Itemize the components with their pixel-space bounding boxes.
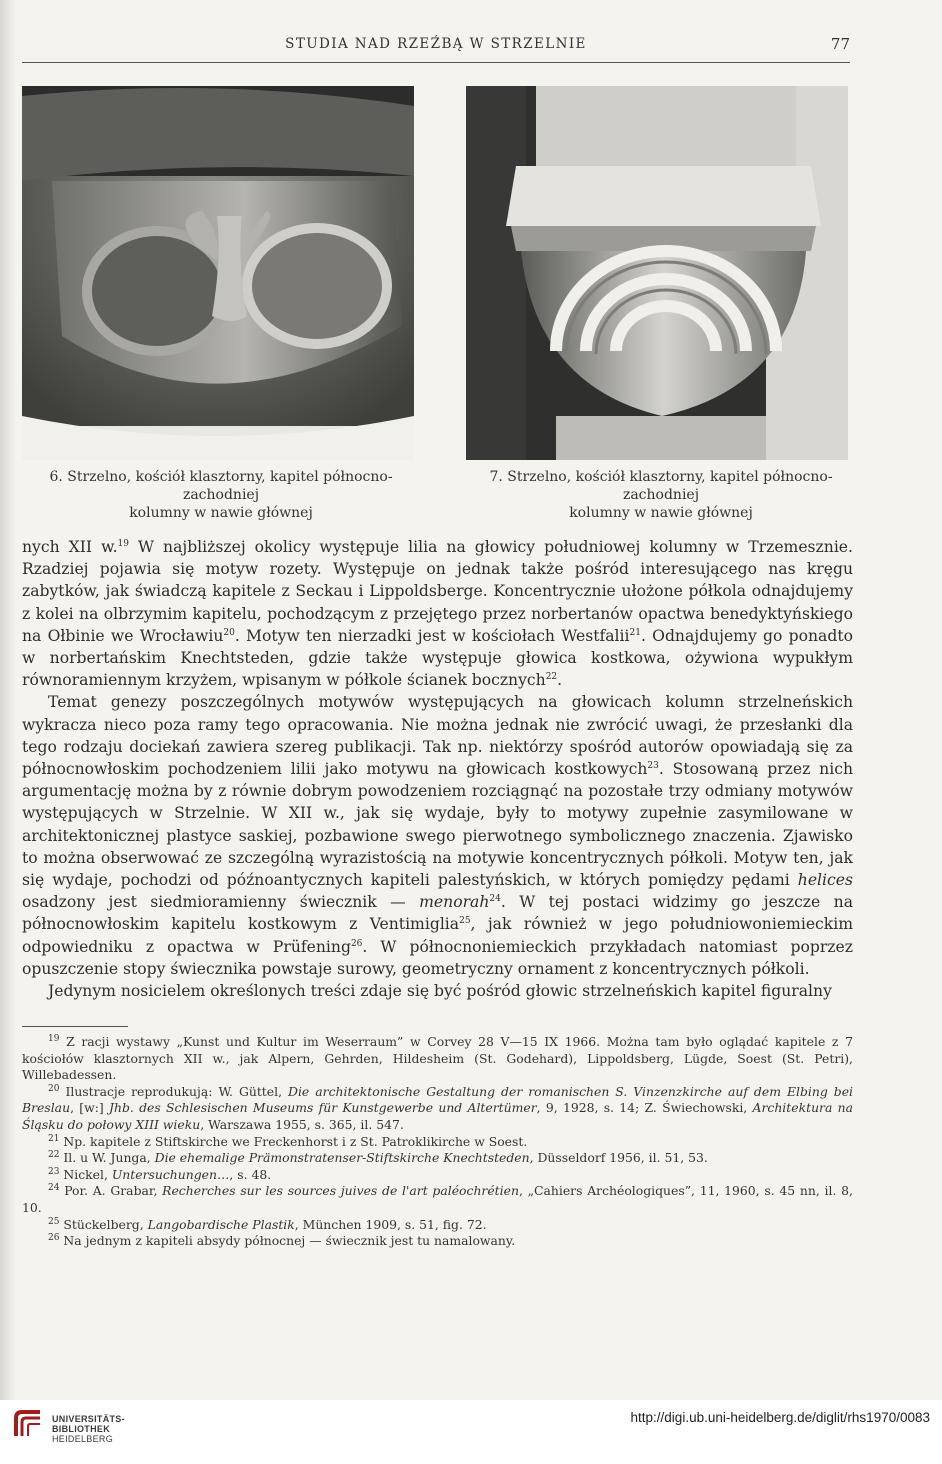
footnote-title: Jhb. des Schlesischen Museums für Kunstgewerbe und Altertümer bbox=[109, 1100, 537, 1116]
page-number: 77 bbox=[830, 35, 850, 53]
footnote-text: Stückelberg, bbox=[63, 1216, 148, 1232]
capital-semicircles-photo bbox=[466, 86, 848, 460]
footnote-text: , „Cahiers Archéologiques”, 11, 1960, s. 45 nn, il. 8, 10. bbox=[22, 1183, 853, 1215]
running-header bbox=[22, 36, 850, 66]
figure-7-caption bbox=[452, 468, 870, 522]
footnote-21 bbox=[22, 1134, 853, 1151]
page-gutter-shadow bbox=[0, 0, 16, 1400]
footnote-title: Recherches sur les sources juives de l'art paléochrétien bbox=[162, 1183, 519, 1199]
source-url-link[interactable]: http://digi.ub.uni-heidelberg.de/diglit/rhs1970/0083 bbox=[630, 1410, 930, 1425]
footnote-text: Na jednym z kapiteli absydy północnej — świecznik jest tu namalowany. bbox=[63, 1233, 516, 1249]
figure-7-photo bbox=[466, 86, 848, 460]
footnote-ref: 22 bbox=[545, 672, 558, 683]
footnote-ref: 23 bbox=[647, 760, 659, 771]
text-run: . bbox=[557, 671, 563, 690]
library-name-line: UNIVERSITÄTS- bbox=[52, 1414, 125, 1424]
text-run: . W tej postaci widzimy go jeszcze na północnowłoskim kapitelu kostkowym z Ventimiglia bbox=[22, 893, 853, 934]
footnote-separator bbox=[22, 1026, 128, 1027]
footnote-24 bbox=[22, 1183, 853, 1216]
caption-line: kolumny w nawie głównej bbox=[129, 505, 313, 521]
footnote-ref: 21 bbox=[629, 627, 641, 638]
footnote-text: Por. A. Grabar, bbox=[64, 1183, 163, 1199]
text-run: . W północnoniemieckich przykładach natomiast poprzez opuszczenie stopy świecznika powstaje surowy, geometryczny ornament z koncentrycznych półkoli. bbox=[22, 937, 853, 978]
italic-term: helices bbox=[797, 871, 853, 890]
capital-lily-photo bbox=[22, 86, 414, 460]
figure-6-caption bbox=[15, 468, 427, 522]
footnote-25 bbox=[22, 1217, 853, 1234]
text-run: , jak również w jego południowoniemieckim odpowiedniku z opactwa w Prüfening bbox=[22, 915, 854, 956]
footnote-title: Langobardische Plastik bbox=[147, 1216, 295, 1232]
footnotes bbox=[22, 1034, 853, 1250]
footnote-ref: 20 bbox=[223, 627, 235, 638]
library-name-line: BIBLIOTHEK bbox=[52, 1424, 110, 1434]
library-name bbox=[52, 1414, 125, 1444]
footnote-text: , München 1909, s. 51, fig. 72. bbox=[294, 1216, 487, 1232]
text-run: W najbliższej okolicy występuje lilia na głowicy południowej kolumny w Trzemesznie. Rzadziej pojawia się motyw rozety. Występuje on jednak także pośród interesującego nas kręgu zabytków, jak świadczą kapitele z Seckau i Lippoldsberge. Koncentrycznie ułożone półkola odnajdujemy z kolei na olbrzymim kapitelu, pochodzącym z przejętego przez norbertanów opactwa benedyktyńskiego na Ołbinie we Wrocławiu bbox=[22, 538, 853, 645]
footnote-26 bbox=[22, 1233, 853, 1250]
footnote-ref: 26 bbox=[350, 938, 363, 949]
footnote-text: Nickel, bbox=[63, 1166, 112, 1182]
footnote-number: 19 bbox=[48, 1033, 60, 1044]
text-run: . Stosowaną przez nich argumentację można by z równie dobrym powodzeniem rozciągnąć na pozostałe trzy odmiany motywów występujących w Strzelnie. W XII w., jak się wydaje, były to motywy zupełnie zasymilowane w architektonicznej plastyce saskiej, pozbawione swego pierwotnego symbolicznego znaczenia. Zjawisko to można obserwować ze szczególną wyrazistością na motywie koncentrycznych półkoli. Motyw ten, jak się wydaje, pochodzi od późnoantycznych kapiteli palestyńskich, w których pomiędzy pędami bbox=[22, 760, 853, 890]
footnote-text: , [w:] bbox=[70, 1100, 110, 1116]
footnote-number: 21 bbox=[48, 1133, 60, 1144]
footnote-number: 24 bbox=[48, 1183, 60, 1194]
library-name-line: HEIDELBERG bbox=[52, 1434, 114, 1444]
footnote-number: 26 bbox=[48, 1233, 60, 1243]
footnote-text: , Warszawa 1955, s. 365, il. 547. bbox=[200, 1116, 404, 1132]
footnote-ref: 19 bbox=[117, 538, 129, 549]
body-text bbox=[22, 536, 853, 1002]
footnote-number: 20 bbox=[48, 1083, 60, 1094]
footnote-title: Untersuchungen… bbox=[111, 1166, 230, 1182]
footnote-number: 22 bbox=[48, 1150, 60, 1161]
text-run: . Odnajdujemy go ponadto w norbertańskim Knechtsteden, gdzie także występuje głowica kostkowa, ożywiona wypukłym równoramiennym krzyżem, wpisanym w półkole ścianek bocznych bbox=[22, 626, 853, 690]
footnote-text: , s. 48. bbox=[229, 1166, 272, 1182]
running-title: STUDIA NAD RZEŹBĄ W STRZELNIE bbox=[285, 36, 587, 52]
footnote-20 bbox=[22, 1084, 853, 1134]
footnote-title: Die architektonische Gestaltung der romanischen S. Vinzenzkirche auf dem Elbing bei Breslau bbox=[22, 1083, 853, 1116]
text-run: . Motyw ten nierzadki jest w kościołach Westfalii bbox=[234, 626, 630, 645]
footnote-title: Architektura na Śląsku do połowy XIII wieku bbox=[22, 1100, 854, 1132]
library-logo-icon bbox=[10, 1406, 46, 1442]
footnote-text: Z racji wystawy „Kunst und Kultur im Weserraum” w Corvey 28 V—15 IX 1966. Można tam było oglądać kapitele z 7 kościołów klasztornych XII w., jak Alpern, Gehrden, Hildesheim (St. Godehard), Lippoldsberg, Lügde, Soest (St. Petri), Willebadessen. bbox=[22, 1034, 853, 1083]
caption-line: kolumny w nawie głównej bbox=[569, 505, 753, 521]
paragraph-2 bbox=[22, 691, 853, 980]
footnote-text: , Düsseldorf 1956, il. 51, 53. bbox=[529, 1150, 708, 1166]
footnote-text: Np. kapitele z Stiftskirche we Freckenhorst i z St. Patroklikirche w Soest. bbox=[63, 1133, 528, 1149]
text-run: Temat genezy poszczególnych motywów występujących na głowicach kolumn strzelneńskich wykracza nieco poza ramy tego opracowania. Nie można jednak nie zwrócić uwagi, że przesłanki dla tego rodzaju dociekań zawiera szereg publikacji. Tak np. niektórzy spośród autorów opowiadają się za północnowłoskim pochodzeniem lilii jako motywu na głowicach kostkowych bbox=[22, 693, 853, 779]
footnote-19 bbox=[22, 1034, 853, 1084]
paragraph-1 bbox=[22, 536, 853, 691]
footnote-23 bbox=[22, 1167, 853, 1184]
text-run: osadzony jest siedmioramienny świecznik — bbox=[22, 893, 420, 912]
caption-line: 7. Strzelno, kościół klasztorny, kapitel północno-zachodniej bbox=[489, 469, 833, 503]
header-rule bbox=[22, 62, 850, 63]
caption-line: 6. Strzelno, kościół klasztorny, kapitel północno-zachodniej bbox=[49, 469, 393, 503]
text-run: nych XII w. bbox=[22, 538, 118, 556]
footnote-text: , 9, 1928, s. 14; Z. Świechowski, bbox=[536, 1100, 753, 1116]
footnote-text: Il. u W. Junga, bbox=[63, 1150, 155, 1166]
figure-6-photo bbox=[22, 86, 414, 460]
footnote-22 bbox=[22, 1150, 853, 1167]
footnote-ref: 24 bbox=[489, 894, 501, 905]
paragraph-3: Jedynym nosicielem określonych treści zdaje się być pośród głowic strzelneńskich kapitel figuralny bbox=[48, 982, 832, 1001]
footnote-title: Die ehemalige Prämonstratenser-Stiftskirche Knechtsteden bbox=[154, 1150, 530, 1166]
italic-term: menorah bbox=[419, 893, 490, 912]
footnote-number: 25 bbox=[48, 1216, 60, 1227]
footnote-text: Ilustracje reprodukują: W. Güttel, bbox=[65, 1083, 289, 1099]
library-footer bbox=[0, 1400, 942, 1464]
footnote-number: 23 bbox=[48, 1166, 60, 1177]
footnote-ref: 25 bbox=[459, 916, 471, 927]
